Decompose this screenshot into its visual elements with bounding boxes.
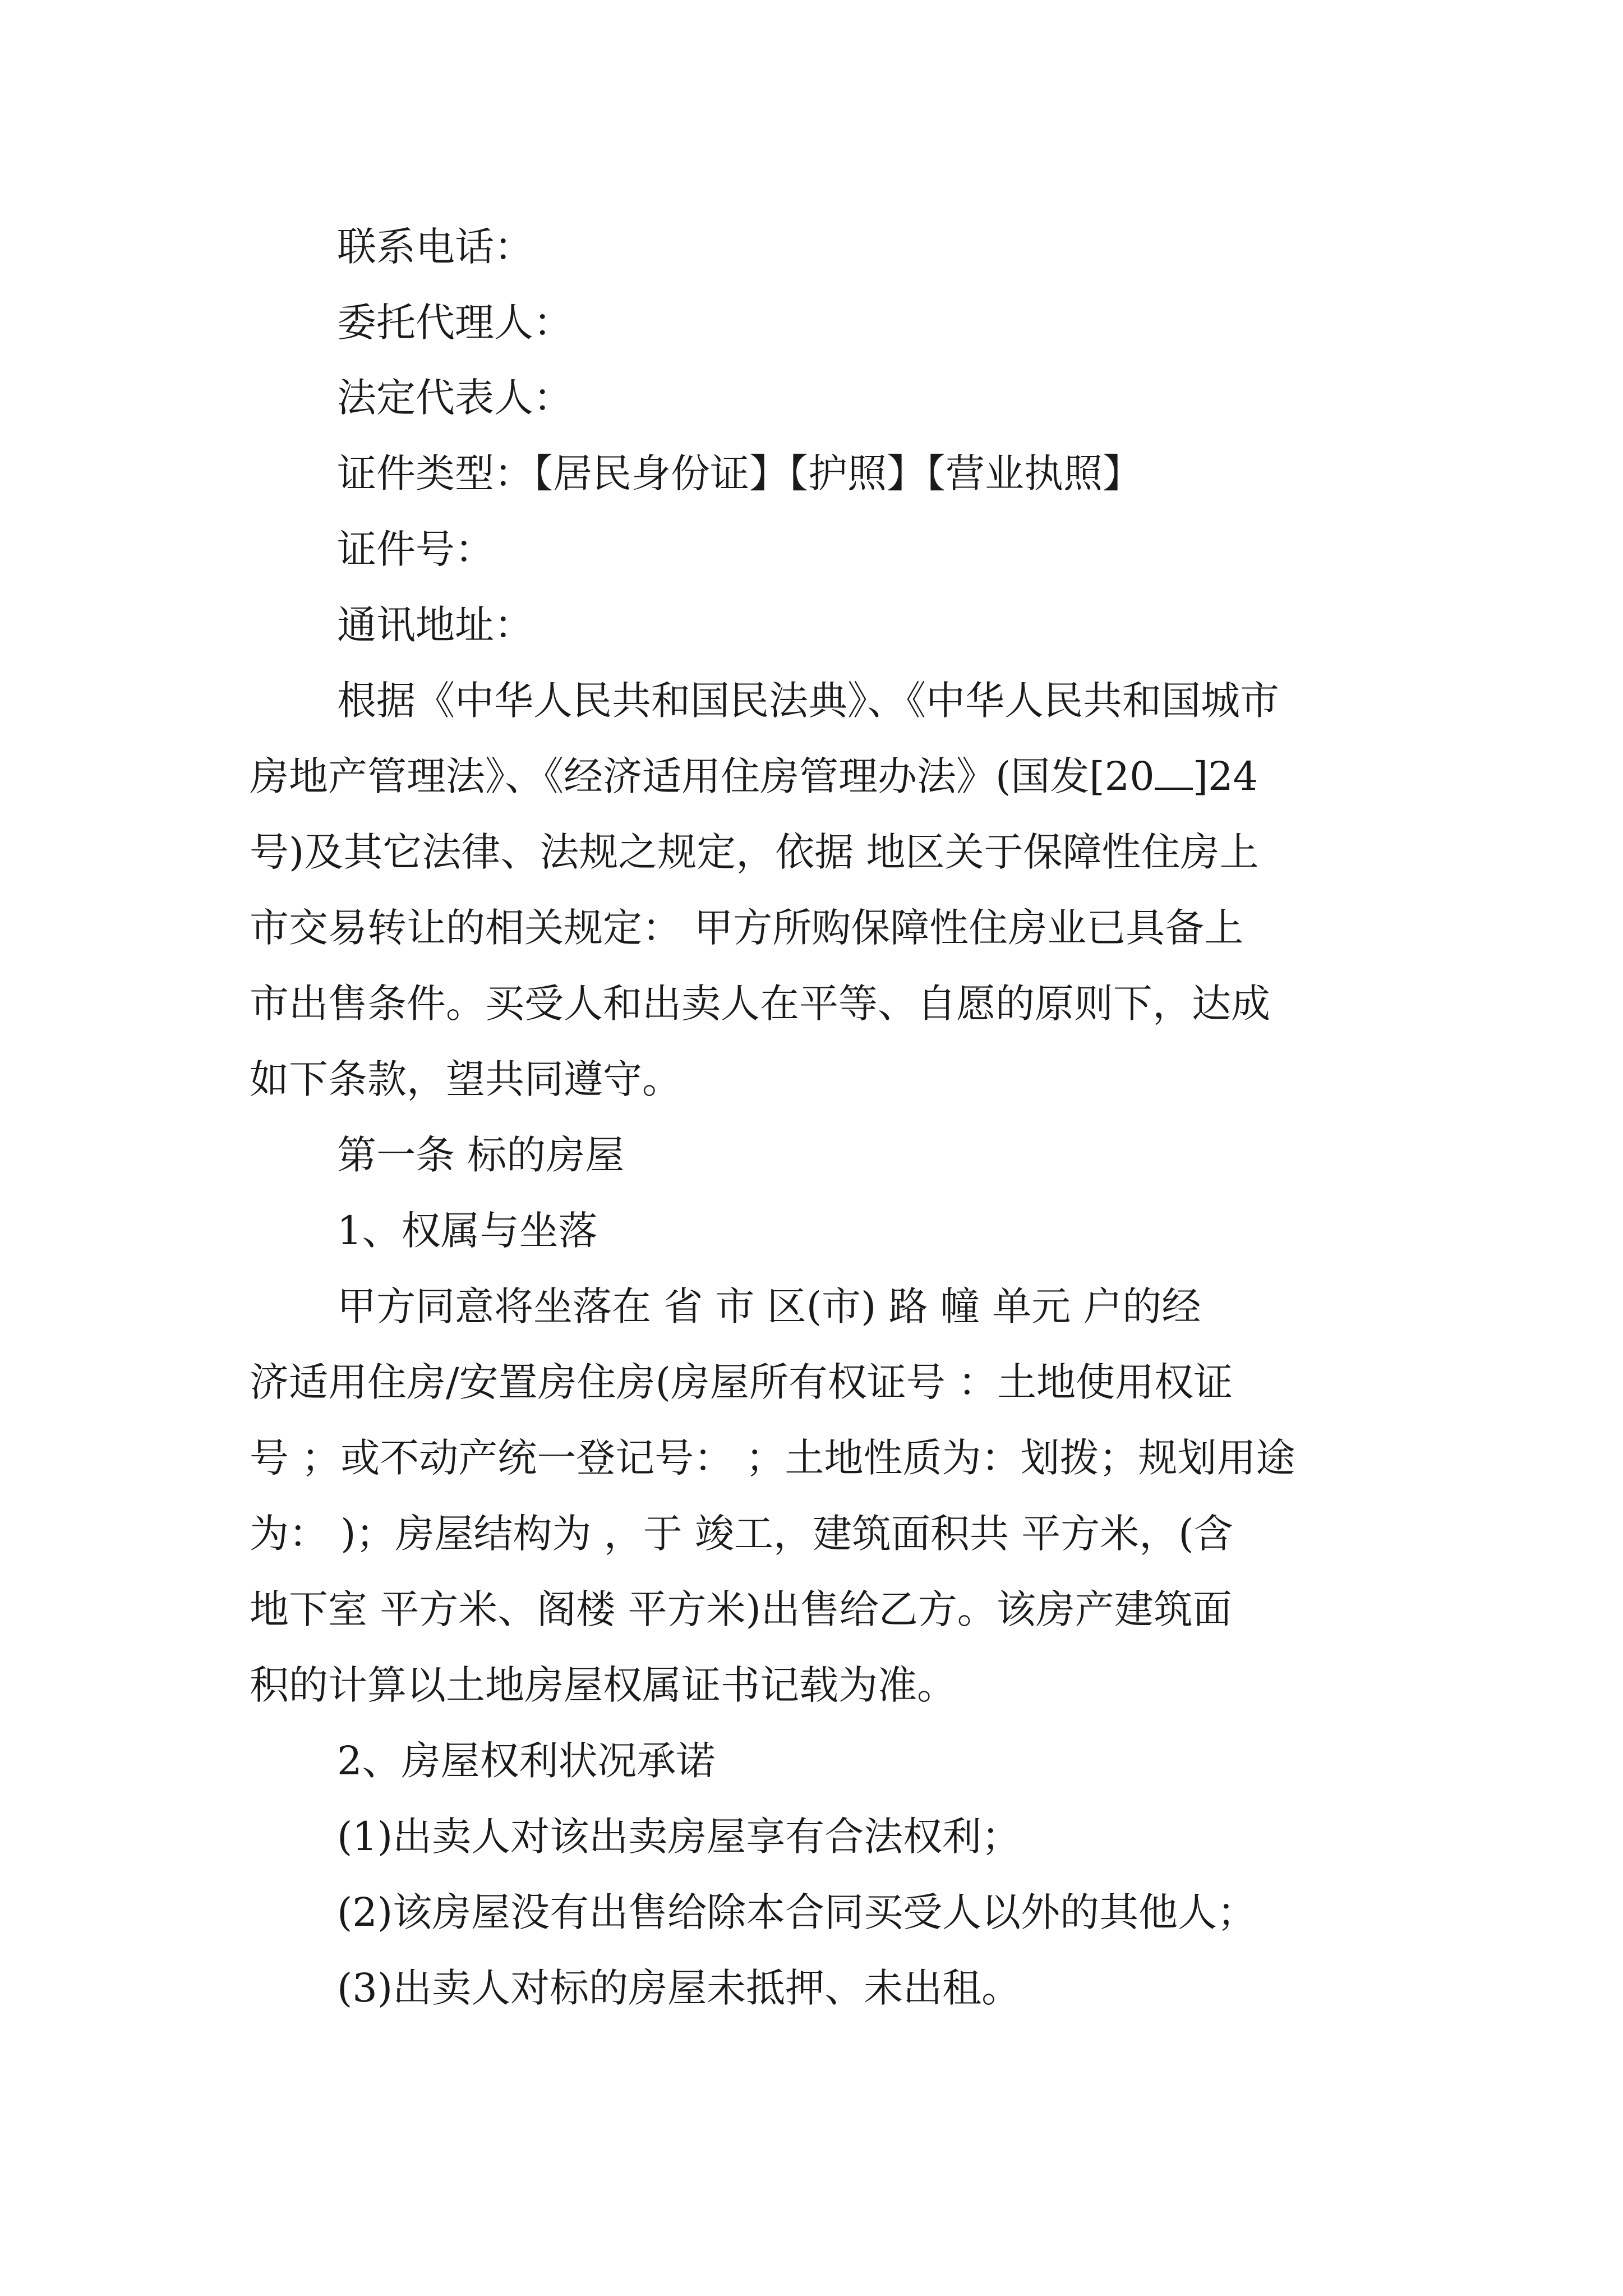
section-1-body-line: 甲方同意将坐落在 省 市 区(市) 路 幢 单元 户的经 — [337, 1283, 1201, 1329]
section-1-body-line: 地下室 平方米、阁楼 平方米)出售给乙方。该房产建筑面 — [250, 1586, 1232, 1632]
preamble-line-5: 市出售条件。买受人和出卖人在平等、自愿的原则下，达成 — [250, 981, 1270, 1027]
preamble-line-3: 号)及其它法律、法规之规定，依据 地区关于保障性住房上 — [250, 829, 1259, 875]
id-type-field: 证件类型：【居民身份证】【护照】【营业执照】 — [337, 450, 1142, 496]
section-1-body-line: 积的计算以土地房屋权属证书记载为准。 — [250, 1662, 956, 1708]
preamble-line-2-end: ]24 — [1192, 753, 1258, 799]
preamble-line-2 — [250, 748, 1258, 804]
id-number-field: 证件号： — [337, 526, 494, 572]
section-2-item: (2)该房屋没有出售给除本合同买受人以外的其他人； — [337, 1889, 1257, 1935]
year-blank-underline — [1155, 754, 1193, 790]
preamble-line-1: 根据《中华人民共和国民法典》、《中华人民共和国城市 — [337, 678, 1279, 724]
legal-representative-field: 法定代表人： — [337, 375, 573, 421]
preamble-line-4: 市交易转让的相关规定： 甲方所购保障性住房业已具备上 — [250, 905, 1244, 951]
mailing-address-field: 通讯地址： — [337, 602, 533, 648]
section-1-body-line: 为： )；房屋结构为 ，于 竣工，建筑面积共 平方米，(含 — [250, 1511, 1233, 1557]
section-1-body-line: 号 ；或不动产统一登记号： ；土地性质为：划拨；规划用途 — [250, 1435, 1295, 1481]
contact-phone-field: 联系电话： — [337, 224, 533, 270]
authorized-agent-field: 委托代理人： — [337, 300, 573, 346]
preamble-line-6: 如下条款，望共同遵守。 — [250, 1056, 681, 1102]
preamble-line-2-start: 房地产管理法》、《经济适用住房管理办法》(国发[20 — [250, 753, 1155, 799]
section-2-item: (1)出卖人对该出卖房屋享有合法权利； — [337, 1814, 1021, 1860]
section-2-item: (3)出卖人对标的房屋未抵押、未出租。 — [337, 1965, 1021, 2011]
section-1-heading: 1、权属与坐落 — [337, 1208, 598, 1254]
section-2-heading: 2、房屋权利状况承诺 — [337, 1738, 716, 1784]
article-1-heading: 第一条 标的房屋 — [337, 1132, 625, 1178]
section-1-body-line: 济适用住房/安置房住房(房屋所有权证号 ：土地使用权证 — [250, 1359, 1233, 1405]
